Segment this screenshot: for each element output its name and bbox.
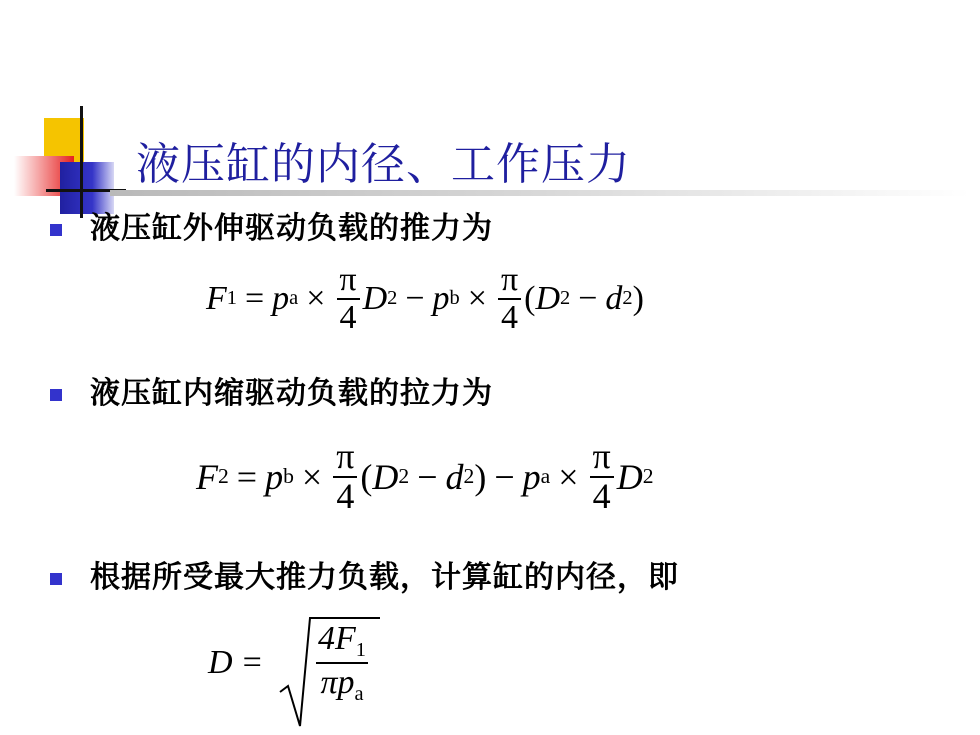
bullet-text: 根据所受最大推力负载，计算缸的内径，即 [90,560,679,595]
equation-thrust: F 1 = p a × $\frac{\pi}{4}$ D 2 − p b × $\frac{\pi}{4}$ ( D 2 − d 2 ) [206,261,644,336]
slide-title: 液压缸的内径、工作压力 [136,139,631,190]
decor-vertical-line [80,106,83,218]
equation-lhs: D = [208,644,262,681]
bullet-square-icon [50,573,62,585]
radicand-fraction: $4F_1$ $\pi p_a$ [318,620,366,706]
equation-pull: F 2 = p b × $\frac{\pi}{4}$ ( D 2 − d 2 ) − p a × $\frac{\pi}{4}$ D 2 [196,436,654,516]
equation-bore-diameter [208,614,408,730]
bullet-text: 液压缸外伸驱动负载的推力为 [90,211,493,246]
bullet-square-icon [50,389,62,401]
bullet-text: 液压缸内缩驱动负载的拉力为 [90,376,493,411]
bullet-square-icon [50,224,62,236]
